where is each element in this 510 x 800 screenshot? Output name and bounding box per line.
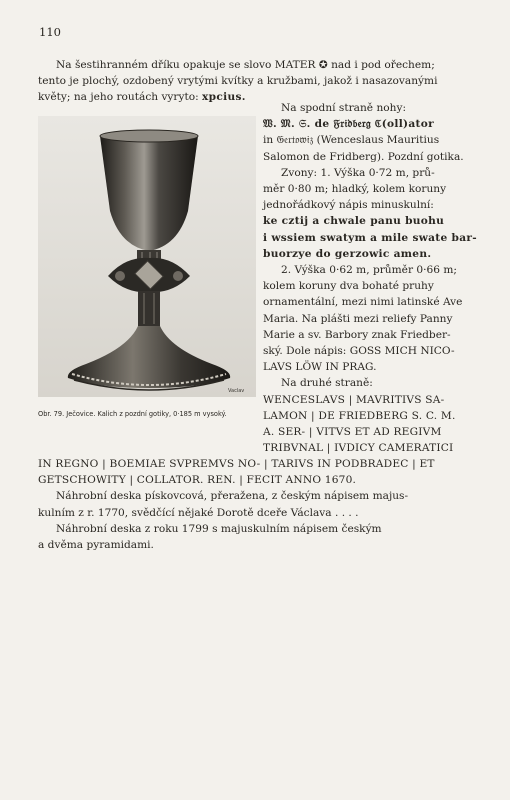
chalice-photograph (38, 116, 256, 397)
right-column-text (263, 100, 477, 456)
inscription-line: ke cztij a chwale panu buohu (263, 215, 445, 228)
text-line: Zvony: 1. Výška 0·72 m, prů- (281, 166, 435, 179)
text-line: tento je plochý, ozdobený vrytými kvítky a kružbami, jakož i nasazovanými (38, 75, 438, 88)
inscription-line: buorzye do gerzowic amen. (263, 247, 432, 260)
text-line: Marie a sv. Barbory znak Friedber- (263, 328, 451, 341)
text-line: Maria. Na plášti mezi reliefy Panny (263, 312, 453, 325)
text-line: Na druhé straně: (281, 377, 373, 390)
figure-caption: Obr. 79. Ječovice. Kalich z pozdní gotiky, 0·185 m vysoký. (38, 410, 227, 418)
inscription-line: i wssiem swatym a mile swate bar- (263, 231, 477, 244)
text-line: 2. Výška 0·62 m, průměr 0·66 m; (281, 264, 457, 277)
photo-credit: Vaclav (228, 388, 245, 394)
text-line: Náhrobní deska z roku 1799 s majuskulním nápisem českým (56, 522, 382, 535)
inscription-line: A. SER- | VITVS ET AD REGIVM (263, 426, 442, 439)
text-line: Salomon de Fridberg). Pozdní gotika. (263, 150, 464, 163)
text-line: LAVS LÖW IN PRAG. (263, 361, 377, 374)
inscription-line: GETSCHOWITY | COLLATOR. REN. | FECIT ANNO 1670. (38, 474, 357, 487)
page-number: 110 (39, 25, 61, 39)
inscription-line: LAMON | DE FRIEDBERG S. C. M. (263, 409, 456, 422)
text-line: Náhrobní deska pískovcová, přeražena, z českým nápisem majus- (56, 490, 409, 503)
inscription-line: TRIBVNAL | IVDICY CAMERATICI (263, 442, 454, 455)
chalice-image (38, 116, 256, 397)
inscription-line: IN REGNO | BOEMIAE SVPREMVS NO- | TARIVS IN PODBRADEC | ET (38, 458, 435, 470)
inscription-line: 𝔚. 𝔐. 𝔖. de 𝔉𝔯𝔦𝔡𝔟𝔢𝔯𝔤 ℭ(oll)ator (263, 118, 434, 131)
text-line: Na spodní straně nohy: (281, 102, 407, 114)
bottom-text (38, 456, 474, 553)
text-line: květy; na jeho routách vyryto: xpcius. (38, 91, 246, 104)
text-line: a dvěma pyramidami. (38, 539, 154, 552)
text-line: měr 0·80 m; hladký, kolem koruny (263, 183, 447, 196)
blackletter-inscription: xpcius. (202, 91, 246, 104)
intro-paragraph (38, 57, 474, 106)
text-line: ornamentální, mezi nimi latinské Ave (263, 296, 463, 309)
text-line: Na šestihranném dříku opakuje se slovo MATER ✪ nad i pod ořechem; (56, 59, 435, 71)
text-line: in 𝔊𝔢𝔯𝔱𝔬𝔴𝔦𝔷 (Wenceslaus Mauritius (263, 134, 440, 147)
inscription-line: WENCESLAVS | MAVRITIVS SA- (263, 393, 445, 406)
text-line: ský. Dole nápis: GOSS MICH NICO- (263, 345, 455, 358)
text-line: jednořádkový nápis minuskulní: (263, 199, 434, 212)
text-line: kulním z r. 1770, svědčící nějaké Dorotě dceře Václava . . . . (38, 506, 359, 519)
text-line: kolem koruny dva bohaté pruhy (263, 280, 434, 293)
